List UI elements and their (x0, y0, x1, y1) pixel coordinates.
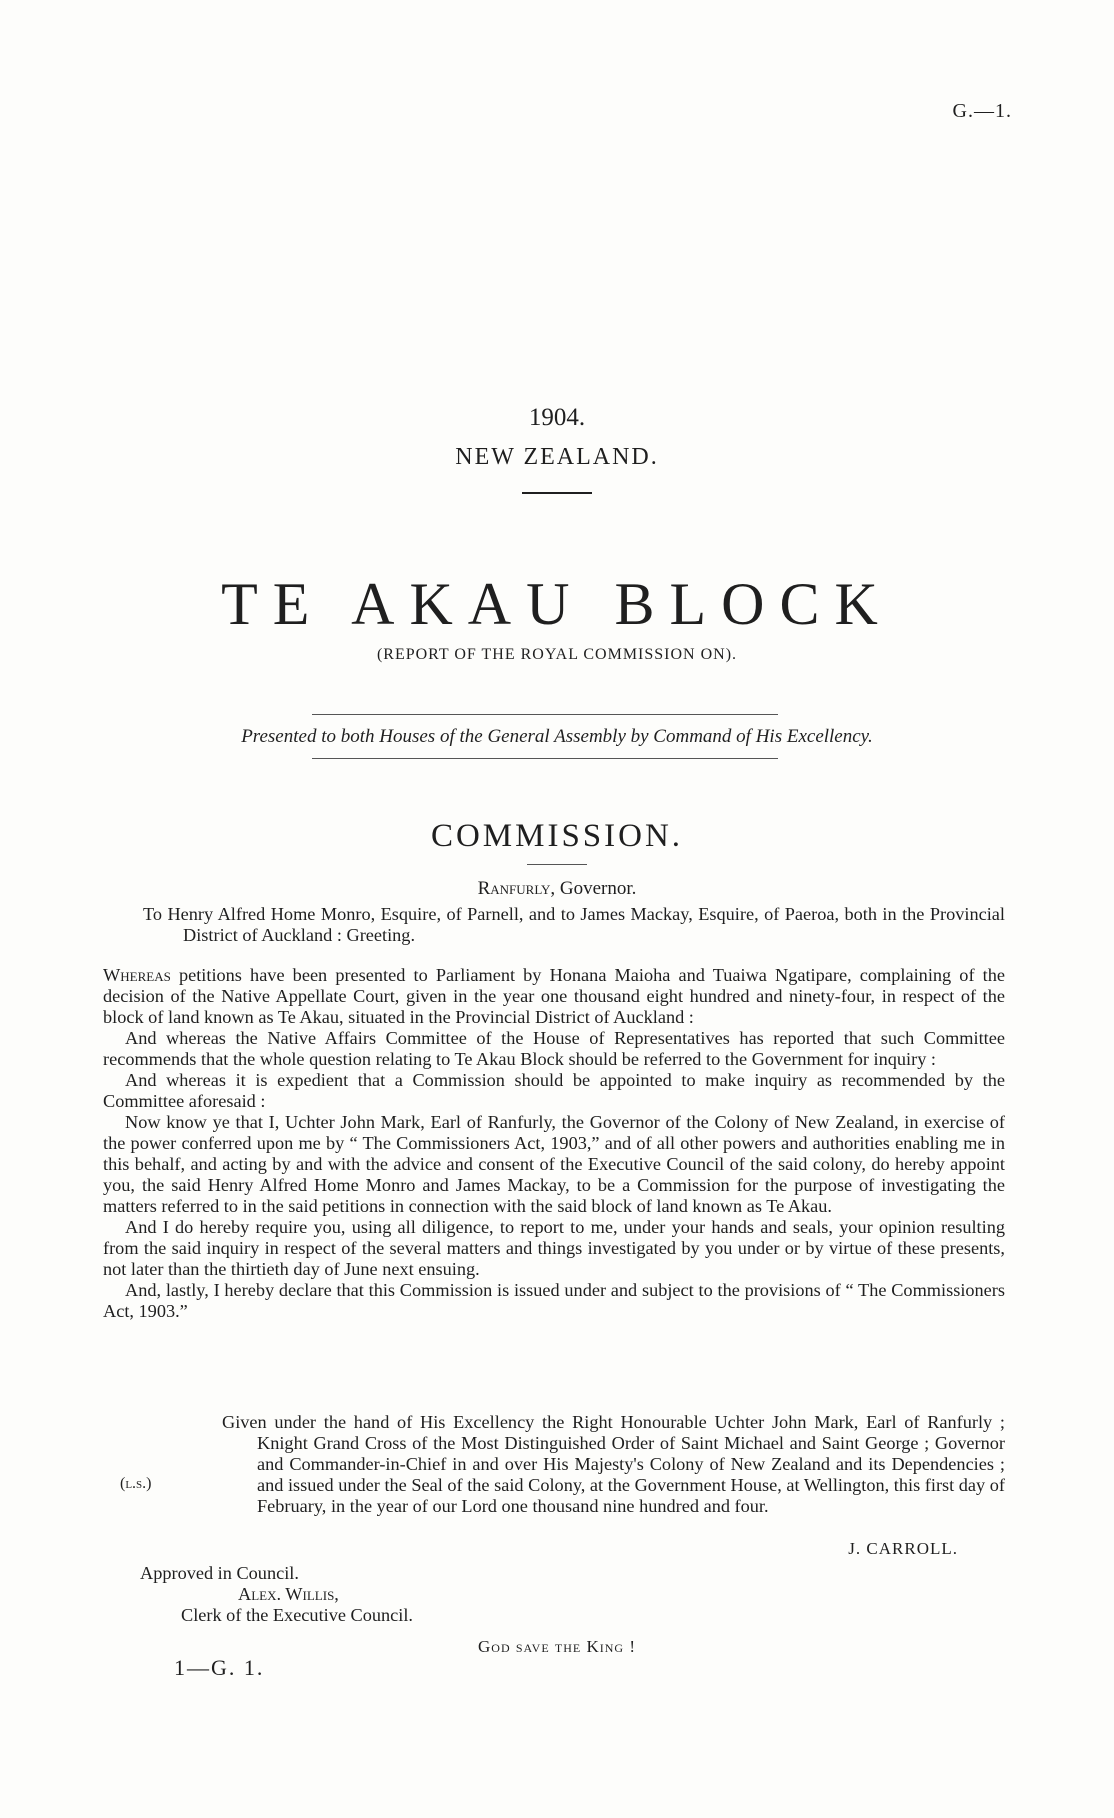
clerk-name: Alex. Willis, (238, 1584, 339, 1604)
document-subtitle: (REPORT OF THE ROYAL COMMISSION ON). (376, 646, 738, 663)
address-paragraph (103, 904, 1005, 946)
recital-paragraph: And I do hereby require you, using all diligence, to report to me, under your hands and seals, your opinion resulting from the said inquiry in respect of the several matters and things investigated by you under or by virtue of these presents, not later than the thirtieth day of June next ensuing. (103, 1217, 1005, 1279)
given-under-hand: Given under the hand of His Excellency the Right Honourable Uchter John Mark, Earl of Ranfurly ; Knight Grand Cross of the Most Distinguished Order of Saint Michael and Saint George ; Governor and Commander-in-Chief in and over His Majesty's Colony of New Zealand and its Dependencies ; and issued under the Seal of the said Colony, at the Government House, at Wellington, this first day of February, in the year of our Lord one thousand nine hundred and four. (222, 1412, 1005, 1516)
year: 1904. (528, 404, 586, 431)
recital-lead: Whereas (103, 965, 171, 985)
signatory: J. CARROLL. (848, 1539, 958, 1558)
governor-line (0, 878, 1114, 900)
recital-paragraph: And whereas it is expedient that a Commission should be appointed to make inquiry as recommended by the Committee aforesaid : (103, 1070, 1005, 1111)
recital-paragraph: And, lastly, I hereby declare that this Commission is issued under and subject to the provisions of “ The Commissioners Act, 1903.” (103, 1280, 1005, 1321)
country: NEW ZEALAND. (455, 444, 659, 470)
recital-paragraph: Now know ye that I, Uchter John Mark, Earl of Ranfurly, the Governor of the Colony of New Zealand, in exercise of the power conferred upon me by “ The Commissioners Act, 1903,” and of all other powers and authorities enabling me in this behalf, and acting by and with the advice and consent of the Executive Council of the said colony, do hereby appoint you, the said Henry Alfred Home Monro and James Mackay, to be a Commission for the purpose of investigating the matters referred to in the said petitions in connection with the said block of land known as Te Akau. (103, 1112, 1005, 1216)
document-title: TE AKAU BLOCK (221, 571, 893, 637)
divider-rule (522, 492, 592, 494)
recitals (103, 965, 1005, 1322)
address-text: To Henry Alfred Home Monro, Esquire, of Parnell, and to James Mackay, Esquire, of Paeroa, both in the Provincial District of Auckland : Greeting. (143, 904, 1005, 945)
page-reference: G.—1. (952, 100, 1012, 122)
governor-name: Ranfurly (477, 878, 551, 899)
divider-rule (312, 714, 778, 715)
clerk-title: Clerk of the Executive Council. (181, 1605, 414, 1625)
governor-title: , Governor. (550, 878, 637, 899)
divider-rule (312, 758, 778, 759)
section-heading: COMMISSION. (430, 818, 684, 854)
footer-reference: 1—G. 1. (174, 1655, 265, 1680)
divider-rule (527, 864, 587, 865)
approved-line: Approved in Council. (140, 1563, 299, 1583)
recital-paragraph: Whereas petitions have been presented to Parliament by Honana Maioha and Tuaiwa Ngatipare, complaining of the decision of the Native Appellate Court, given in the year one thousand eight hundred and ninety-four, in respect of the block of land known as Te Akau, situated in the Provincial District of Auckland : (103, 965, 1005, 1027)
presented-line: Presented to both Houses of the General Assembly by Command of His Excellency. (241, 726, 873, 747)
seal-mark: (l.s.) (120, 1475, 152, 1492)
god-save-the-king: God save the King ! (478, 1637, 636, 1656)
recital-paragraph: And whereas the Native Affairs Committee of the House of Representatives has reported that such Committee recommends that the whole question relating to Te Akau Block should be referred to the Government for inquiry : (103, 1028, 1005, 1069)
